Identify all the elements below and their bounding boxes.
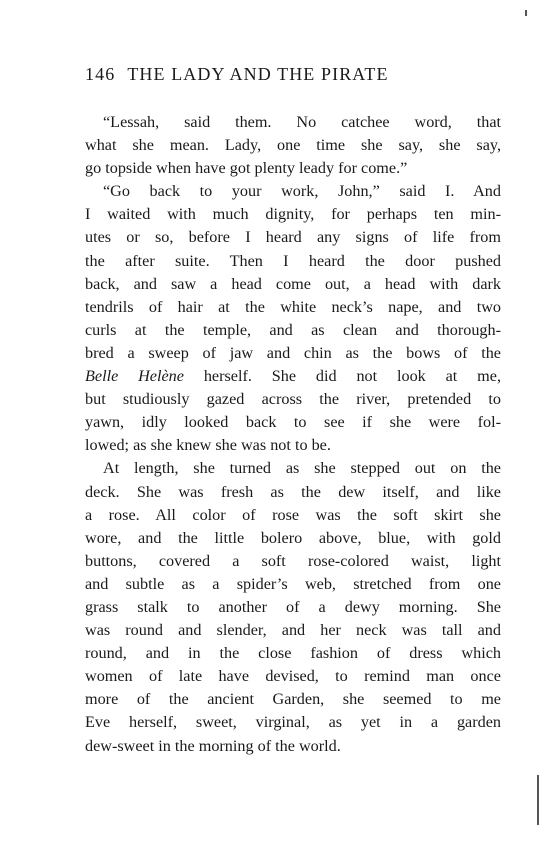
text-line: tendrils of hair at the white neck’s nape, and two [85,297,501,316]
text-line: bred a sweep of jaw and chin as the bows of the [85,343,501,362]
text-line: “Go back to your work, John,” said I. And [103,182,501,201]
text-line: but studiously gazed across the river, pretended to [85,390,501,409]
text-line: “Lessah, said them. No catchee word, that [103,113,501,131]
text-line: At length, she turned as she stepped out on the [103,459,501,478]
text-line: go topside when have got plenty leady for come.” [85,159,408,178]
running-title: THE LADY AND THE PIRATE [127,64,389,84]
text-line: deck. She was fresh as the dew itself, and like [85,482,501,501]
text-line: and subtle as a spider’s web, stretched from one [85,574,501,593]
text-line: a rose. All color of rose was the soft skirt she [85,505,501,524]
text-line: more of the ancient Garden, she seemed to me [85,690,501,709]
text-line: the after suite. Then I heard the door pushed [85,251,501,270]
text-line: buttons, covered a soft rose-colored waist, light [85,551,501,570]
text-line: women of late have devised, to remind man once [85,667,501,686]
body-text [85,111,501,758]
text-line: yawn, idly looked back to see if she were fol- [85,413,501,432]
text-line: dew-sweet in the morning of the world. [85,736,341,755]
text-line: Belle Helène herself. She did not look at me, [85,367,501,386]
text-line: utes or so, before I heard any signs of life from [85,228,501,247]
scan-edge-mark [537,775,539,825]
scan-mark [525,10,527,16]
text-line: back, and saw a head come out, a head with dark [85,274,501,293]
text-line: wore, and the little bolero above, blue, with gold [85,528,501,547]
italic-ship-name: Belle Helène [85,367,184,386]
text-line: Eve herself, sweet, virginal, as yet in a garden [85,713,501,732]
text-line: grass stalk to another of a dewy morning. She [85,597,501,616]
text-line: round, and in the close fashion of dress which [85,644,501,663]
text-line: what she mean. Lady, one time she say, she say, [85,136,501,155]
text-line: lowed; as she knew she was not to be. [85,436,331,455]
page-number: 146 [85,64,116,84]
running-header [85,64,389,85]
text-line: curls at the temple, and as clean and thorough- [85,320,501,339]
text-line: I waited with much dignity, for perhaps ten min- [85,205,501,224]
text-line: was round and slender, and her neck was tall and [85,621,501,640]
